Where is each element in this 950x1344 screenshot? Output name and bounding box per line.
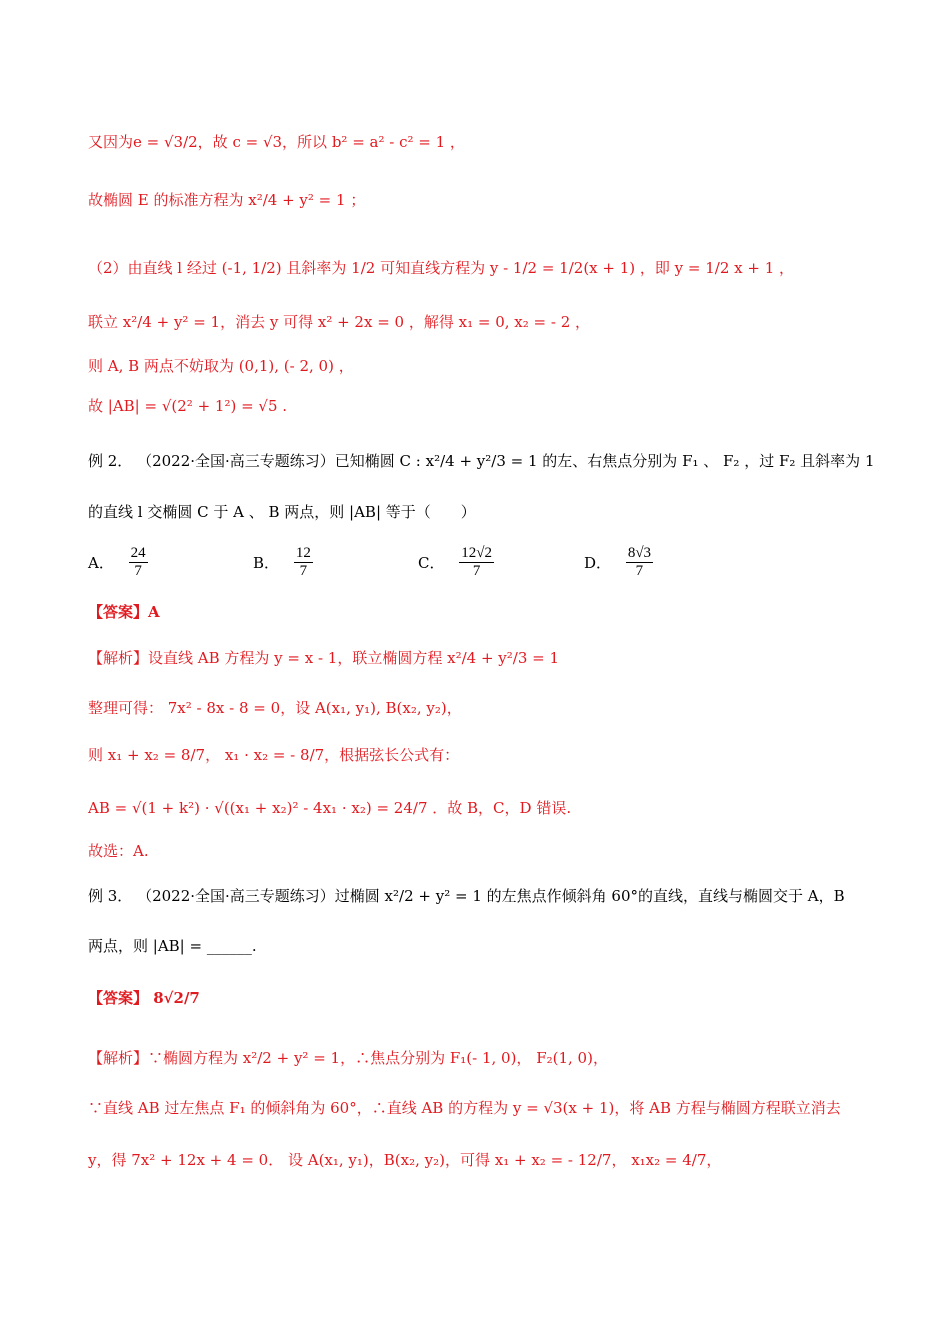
example-3-continued xyxy=(88,936,257,956)
solution-2-line-5 xyxy=(88,841,149,861)
option-d-num: 8√3 xyxy=(627,545,652,561)
solution-2a-text: 【解析】设直线 AB 方程为 y = x - 1，联立椭圆方程 x²/4 + y²/3 = 1 xyxy=(88,649,560,667)
solution-3-line-3 xyxy=(88,1150,721,1170)
option-c-num: 12√2 xyxy=(461,545,492,561)
option-b-fraction xyxy=(294,545,313,580)
solution-2c-text: 则 x₁ + x₂ = 8/7， x₁ · x₂ = - 8/7，根据弦长公式有： xyxy=(88,746,460,764)
answer-3-text: 【答案】 8√2/7 xyxy=(88,989,200,1007)
solution-2-line-4 xyxy=(88,798,571,818)
option-c-letter: C． xyxy=(418,554,445,572)
option-a-letter: A． xyxy=(88,554,114,572)
solution-2-line-1 xyxy=(88,648,559,668)
option-d-letter: D． xyxy=(584,554,612,572)
answer-2 xyxy=(88,602,160,622)
option-b-den: 7 xyxy=(299,563,308,579)
option-a-den: 7 xyxy=(134,563,142,579)
line-1-text: 又因为e = √3/2，故 c = √3，所以 b² = a² - c² = 1 ， xyxy=(88,133,465,151)
option-a-num: 24 xyxy=(130,545,146,561)
option-d xyxy=(584,545,655,580)
example-2-title xyxy=(88,451,875,471)
solution-2d-text: AB = √(1 + k²) · √((x₁ + x₂)² - 4x₁ · x₂) = 24/7 ．故 B，C，D 错误. xyxy=(88,799,572,817)
line-4 xyxy=(88,312,590,332)
line-1 xyxy=(88,132,465,152)
line-4-text: 联立 x²/4 + y² = 1，消去 y 可得 x² + 2x = 0 ，解得 x₁ = 0, x₂ = - 2 ， xyxy=(88,313,591,331)
solution-2-line-2 xyxy=(88,698,462,718)
example-3-title xyxy=(88,886,845,906)
line-3-text: （2）由直线 l 经过 (-1, 1/2) 且斜率为 1/2 可知直线方程为 y - 1/2 = 1/2(x + 1) ，即 y = 1/2 x + 1 ， xyxy=(88,259,795,277)
answer-3 xyxy=(88,988,200,1008)
solution-3-line-1 xyxy=(88,1048,608,1068)
solution-3b-text: ∵直线 AB 过左焦点 F₁ 的倾斜角为 60°，∴直线 AB 的方程为 y = √3(x + 1)，将 AB 方程与椭圆方程联立消去 xyxy=(88,1099,841,1117)
answer-2-text: 【答案】A xyxy=(88,603,160,621)
option-a xyxy=(88,545,150,580)
option-b-letter: B． xyxy=(253,554,280,572)
line-2-text: 故椭圆 E 的标准方程为 x²/4 + y² = 1 ； xyxy=(88,191,366,209)
option-d-den: 7 xyxy=(635,563,644,579)
option-b xyxy=(253,545,315,580)
option-a-fraction xyxy=(129,545,148,580)
solution-2-line-3 xyxy=(88,745,459,765)
option-c-fraction xyxy=(459,545,494,580)
solution-2b-text: 整理可得： 7x² - 8x - 8 = 0，设 A(x₁, y₁), B(x₂, y₂)， xyxy=(88,699,462,717)
option-c xyxy=(418,545,496,580)
example-3-text: 例 3． （2022·全国·高三专题练习）过椭圆 x²/2 + y² = 1 的左焦点作倾斜角 60°的直线，直线与椭圆交于 A，B xyxy=(88,887,845,905)
example-3b-text: 两点，则 |AB| = ______. xyxy=(88,937,257,955)
option-b-num: 12 xyxy=(295,545,311,561)
line-6 xyxy=(88,396,287,416)
example-2b-text: 的直线 l 交椭圆 C 于 A 、 B 两点，则 |AB| 等于（ ） xyxy=(88,503,476,521)
solution-3a-text: 【解析】∵椭圆方程为 x²/2 + y² = 1，∴焦点分别为 F₁(- 1, 0)， F₂(1, 0)， xyxy=(88,1049,608,1067)
example-2-text: 例 2． （2022·全国·高三专题练习）已知椭圆 C : x²/4 + y²/3 = 1 的左、右焦点分别为 F₁ 、 F₂ ，过 F₂ 且斜率为 1 xyxy=(88,452,875,470)
solution-3c-text: y，得 7x² + 12x + 4 = 0． 设 A(x₁, y₁)，B(x₂, y₂)，可得 x₁ + x₂ = - 12/7， x₁x₂ = 4/7， xyxy=(88,1151,722,1169)
option-c-den: 7 xyxy=(472,563,481,579)
solution-2e-text: 故选：A. xyxy=(88,842,149,860)
line-3 xyxy=(88,258,794,278)
line-5 xyxy=(88,356,354,376)
option-d-fraction xyxy=(626,545,653,580)
line-6-text: 故 |AB| = √(2² + 1²) = √5 . xyxy=(88,397,288,415)
line-2 xyxy=(88,190,365,210)
line-5-text: 则 A, B 两点不妨取为 (0,1), (- 2, 0) ， xyxy=(88,357,354,375)
solution-3-line-2 xyxy=(88,1098,841,1118)
example-2-continued xyxy=(88,502,476,522)
